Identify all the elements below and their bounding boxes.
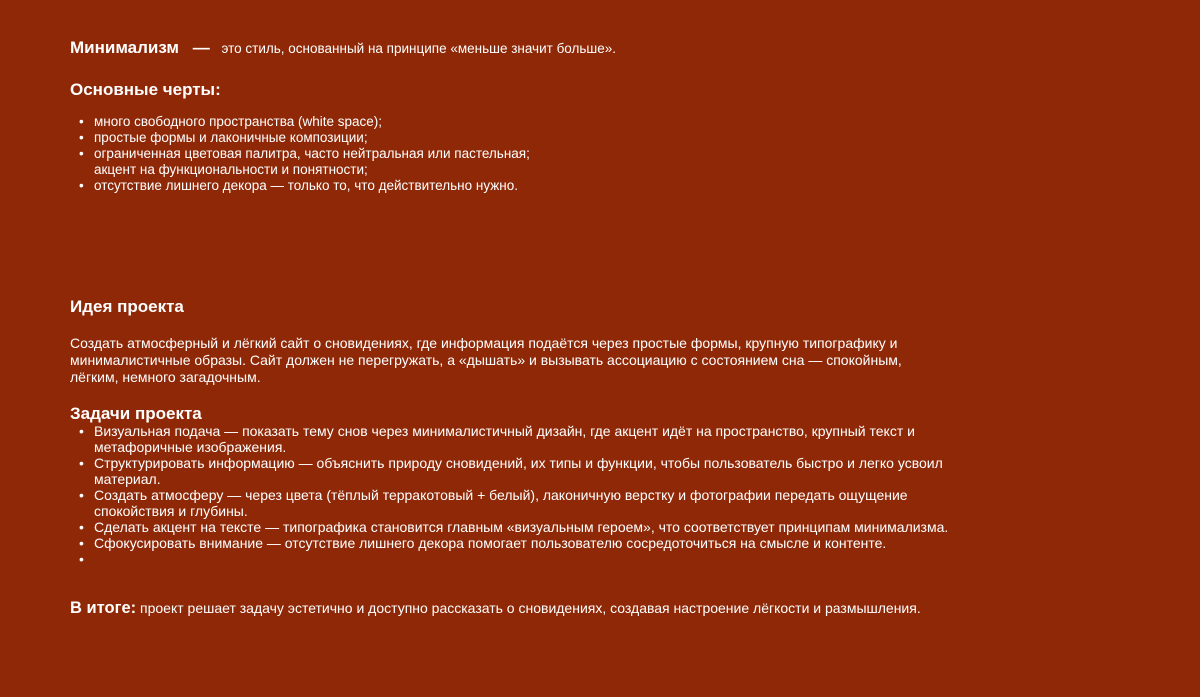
list-item: • Создать атмосферу — через цвета (тёплый терракотовый + белый), лаконичную верстку и фотографии передать ощущение спокойствия и глубины. (79, 487, 908, 519)
list-item: акцент на функциональности и понятности; (94, 162, 368, 177)
bullet-icon: • (79, 130, 84, 145)
intro-term: Минимализм (70, 38, 179, 57)
tasks-heading: Задачи проекта (70, 404, 202, 423)
features-heading: Основные черты: (70, 80, 221, 99)
list-item: • ограниченная цветовая палитра, часто нейтральная или пастельная; (79, 146, 530, 161)
bullet-icon: • (79, 423, 84, 439)
summary-label: В итоге: (70, 599, 137, 617)
summary (70, 600, 990, 617)
bullet-icon: • (79, 455, 84, 471)
intro-dash: — (192, 38, 210, 57)
list-item: • Сфокусировать внимание — отсутствие лишнего декора помогает пользователю сосредоточиться на смысле и контенте. (79, 535, 887, 551)
idea-text: Создать атмосферный и лёгкий сайт о сновидениях, где информация подаётся через простые формы, крупную типографику и минималистичные образы. Сайт должен не перегружать, а «дышать» и вызывать ассоциацию с состоянием сна — спокойным, лёгким, немного загадочным. (70, 335, 902, 385)
bullet-icon: • (79, 551, 84, 567)
intro-definition: это стиль, основанный на принципе «меньше значит больше». (221, 41, 617, 56)
bullet-icon: • (79, 146, 84, 161)
list-item: • много свободного пространства (white space); (79, 114, 383, 129)
bullet-icon: • (79, 487, 84, 503)
summary-text: проект решает задачу эстетично и доступно рассказать о сновидениях, создавая настроение лёгкости и размышления. (140, 600, 921, 616)
tasks-list (70, 423, 970, 567)
list-item: • простые формы и лаконичные композиции; (79, 130, 368, 145)
list-item-empty (70, 551, 970, 567)
list-item: • отсутствие лишнего декора — только то, что действительно нужно. (79, 178, 518, 193)
bullet-icon: • (79, 519, 84, 535)
list-item: • Структурировать информацию — объяснить природу сновидений, их типы и функции, чтобы пользователь быстро и легко усвоил материал. (79, 455, 943, 487)
idea-heading: Идея проекта (70, 297, 184, 316)
list-item: • Визуальная подача — показать тему снов через минималистичный дизайн, где акцент идёт на пространство, крупный текст и метафоричные изображения. (79, 423, 915, 455)
intro-line (70, 38, 616, 58)
bullet-icon: • (79, 114, 84, 129)
bullet-icon: • (79, 178, 84, 193)
features-list (70, 114, 670, 194)
bullet-icon: • (79, 535, 84, 551)
list-item: • Сделать акцент на тексте — типографика становится главным «визуальным героем», что соответствует принципам минимализма. (79, 519, 949, 535)
